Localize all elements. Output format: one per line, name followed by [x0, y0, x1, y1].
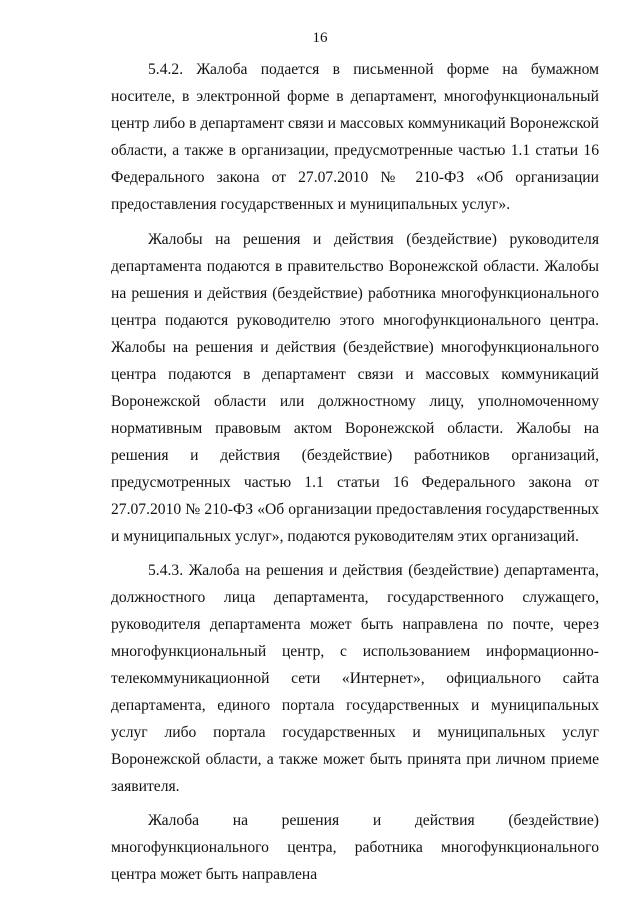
paragraph-5-4-2: 5.4.2. Жалоба подается в письменной форме на бумажном носителе, в электронной форме в департамент, многофункциональный центр либо в департамент связи и массовых коммуникаций Воронежской области, а также в организации, предусмотренные частью 1.1 статьи 16 Федерального закона от 27.07.2010 № 210-ФЗ «Об организации предоставления государственных и муниципальных услуг». [111, 61, 599, 213]
paragraph-complaints-addressees: Жалобы на решения и действия (бездействие) руководителя департамента подаются в правительство Воронежской области. Жалобы на решения и действия (бездействие) работника многофункционального центра подаются руководителю этого многофункционального центра. Жалобы на решения и действия (бездействие) многофункционального центра подаются в департамент связи и массовых коммуникаций Воронежской области или должностному лицу, уполномоченному нормативным правовым актом Воронежской области. Жалобы на решения и действия (бездействие) работников организаций, предусмотренных частью 1.1 статьи 16 Федерального закона от 27.07.2010 № 210-ФЗ «Об организации предоставления государственных и муниципальных услуг», подаются руководителям этих организаций. [111, 231, 599, 545]
paragraph-mfc-complaint: Жалоба на решения и действия (бездействие) многофункционального центра, работника многофункционального центра может быть направлена [111, 812, 599, 883]
page-number: 16 [312, 30, 328, 46]
paragraph-5-4-3: 5.4.3. Жалоба на решения и действия (бездействие) департамента, должностного лица департамента, государственного служащего, руководителя департамента может быть направлена по почте, через многофункциональный центр, с использованием информационно-телекоммуникационной сети «Интернет», официального сайта департамента, единого портала государственных и муниципальных услуг либо портала государственных и муниципальных услуг Воронежской области, а также может быть принята при личном приеме заявителя. [111, 562, 599, 795]
document-body [111, 56, 599, 888]
